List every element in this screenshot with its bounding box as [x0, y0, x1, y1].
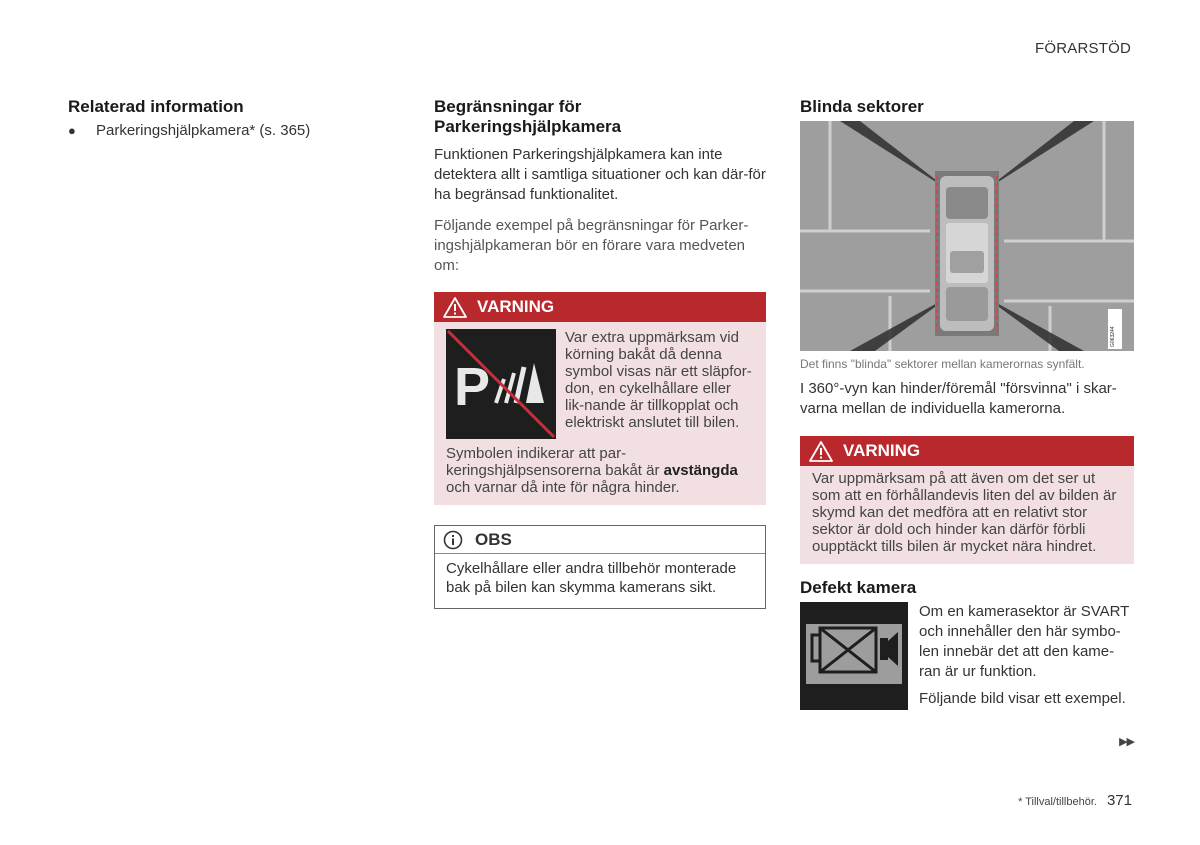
- obs-header: [435, 526, 765, 554]
- blind-sectors-title: Blinda sektorer: [800, 97, 924, 116]
- limitations-title: [434, 97, 766, 137]
- limitations-title-line2: Parkeringshjälpkamera: [434, 117, 622, 136]
- warning-box-blind-sectors: [800, 436, 1134, 564]
- info-icon: [443, 530, 463, 550]
- warning-content-row: [446, 329, 754, 439]
- blind-sectors-column: [800, 95, 1134, 720]
- warning-text-1: Var extra uppmärksam vid körning bakåt då denna symbol visas när ett släpfor-don, en cykelhållare eller lik-nande är tillkopplat och elektriskt anslutet till bilen.: [565, 329, 752, 431]
- bullet-icon: ●: [68, 123, 76, 138]
- blind-sectors-text: I 360°-vyn kan hinder/föremål "försvinna" i skar-varna mellan de individuella kamerorna.: [800, 380, 1117, 417]
- obs-label: OBS: [475, 529, 512, 549]
- warning-label: VARNING: [477, 297, 555, 316]
- page-footer: [1018, 792, 1132, 809]
- image-caption: Det finns "blinda" sektorer mellan kamerornas synfält.: [800, 357, 1085, 371]
- defect-camera-text: [919, 602, 1134, 720]
- related-link[interactable]: Parkeringshjälpkamera* (s. 365): [96, 122, 311, 139]
- related-information-column: [68, 95, 368, 141]
- obs-text: Cykelhållare eller andra tillbehör monterade bak på bilen kan skymma kamerans sikt.: [446, 560, 737, 596]
- warning-text-2-post: och varnar då inte för några hinder.: [446, 479, 680, 496]
- warning-text-2-pre: Symbolen indikerar att par-keringshjälpsensorerna bakåt är: [446, 445, 664, 479]
- image-code: G063244: [1110, 326, 1116, 347]
- defect-text-1: Om en kamerasektor är SVART och innehåller den här symbo-len innebär det att den kame-ran är ur funktion.: [919, 603, 1130, 680]
- blind-sectors-image: [800, 121, 1134, 351]
- next-page-arrows-icon[interactable]: ▶▶: [1119, 736, 1134, 748]
- limitations-column: [434, 95, 766, 609]
- warning-triangle-icon: [809, 441, 833, 462]
- footnote: * Tillval/tillbehör.: [1018, 796, 1097, 808]
- related-information-title: Relaterad information: [68, 97, 244, 116]
- warning-text-2: [446, 445, 754, 496]
- page-number: 371: [1106, 792, 1132, 809]
- warning-triangle-icon: [443, 297, 467, 318]
- warning-text: Var uppmärksam på att även om det ser ut som att en förhållandevis liten del av bilden är skymd kan det medföra att en relativt stor sektor är dold och hinder kan därför förbli oupptäckt tills bilen är mycket nära hindret.: [812, 470, 1117, 555]
- limitations-intro: Funktionen Parkeringshjälpkamera kan inte detektera allt i samtliga situationer och kan där-för ha begränsad funktionalitet.: [434, 146, 766, 203]
- warning-text-2-bold: avstängda: [663, 462, 738, 479]
- warning-label: VARNING: [843, 441, 921, 460]
- section-header: FÖRARSTÖD: [1035, 40, 1131, 57]
- obs-box: [434, 525, 766, 609]
- defect-camera-row: [800, 602, 1134, 720]
- warning-header: [434, 292, 766, 322]
- limitations-examples: Följande exempel på begränsningar för Parker-ingshjälpkameran bör en förare vara medveten om:: [434, 217, 749, 274]
- defect-text-2: Följande bild visar ett exempel.: [919, 690, 1126, 707]
- warning-box-trailer: [434, 292, 766, 505]
- warning-body: [434, 322, 766, 505]
- defect-camera-title: Defekt kamera: [800, 578, 917, 597]
- list-item[interactable]: [68, 121, 368, 141]
- warning-header: [800, 436, 1134, 466]
- limitations-title-line1: Begränsningar för: [434, 97, 582, 116]
- camera-defect-icon: [800, 602, 908, 710]
- svg-text:P: P: [454, 357, 491, 417]
- parking-sensor-off-icon: [446, 329, 556, 439]
